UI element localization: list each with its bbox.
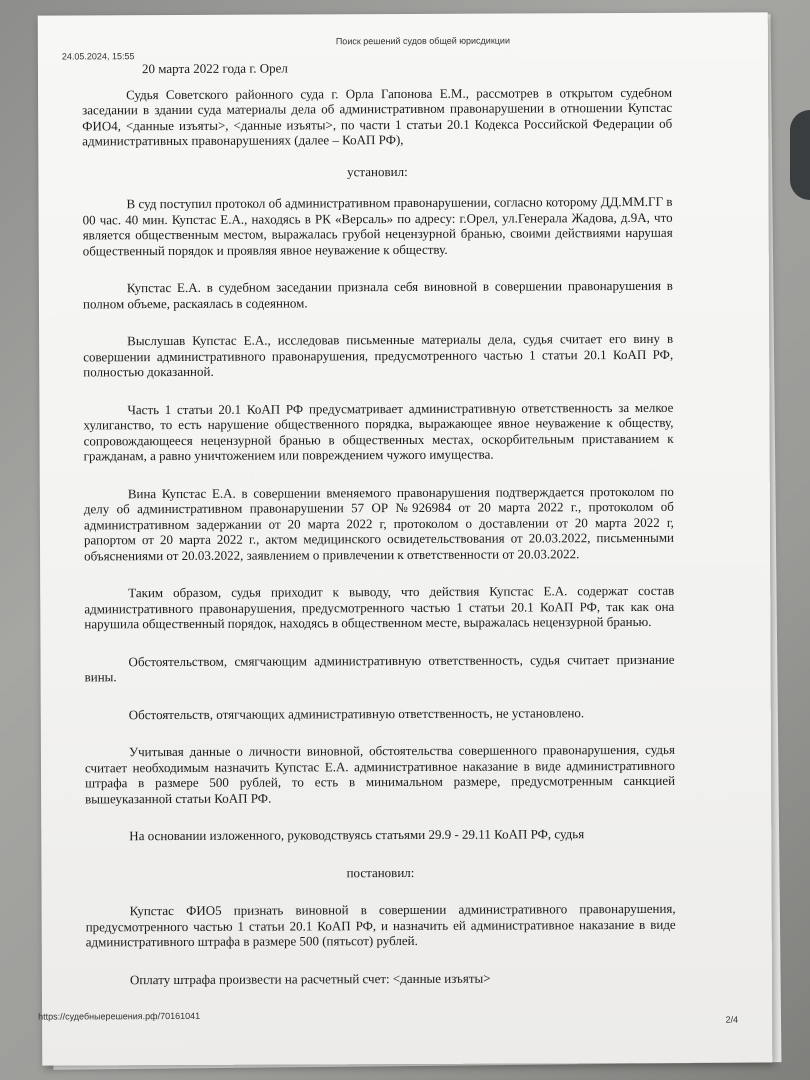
paragraph-10: На основании изложенного, руководствуясь статьями 29.9 - 29.11 КоАП РФ, судья bbox=[129, 826, 585, 844]
date-line: 20 марта 2022 года г. Орел bbox=[141, 60, 288, 77]
site-title: Поиск решений судов общей юрисдикции bbox=[335, 35, 511, 47]
paragraph-11: Купстас ФИО5 признать виновной в совершении административного правонарушения, предусмотренного частью 1 статьи 20.1 КоАП РФ, и назначить ей административное наказание в виде административного штрафа в размере 500 (пятьсот) рублей. bbox=[85, 900, 676, 950]
paragraph-4: Часть 1 статьи 20.1 КоАП РФ предусматривает административную ответственность за мелкое хулиганство, то есть нарушение общественного порядка, выражающее явное неуважение к обществу, сопровождающееся нецензурной бранью в общественных местах, оскорбительным приставанием к гражданам, а равно уничтожением или повреждением чужого имущества. bbox=[83, 399, 674, 464]
background-object bbox=[790, 110, 810, 200]
paragraph-6: Таким образом, судья приходит к выводу, что действия Купстас Е.А. содержат состав административного правонарушения, предусмотренного частью 1 статьи 20.1 КоАП РФ, так как она нарушила общественный порядок, находясь в общественном месте, выражалась нецензурной бранью. bbox=[84, 582, 675, 632]
paragraph-8: Обстоятельств, отягчающих административную ответственность, не установлено. bbox=[128, 704, 585, 722]
page-number: 2/4 bbox=[725, 1014, 739, 1025]
print-date: 24.05.2024, 15:55 bbox=[61, 51, 135, 62]
source-url: https://судебныерешения.рф/70161041 bbox=[38, 1010, 201, 1022]
document-page bbox=[38, 12, 773, 1065]
resolved-heading: постановил: bbox=[346, 864, 415, 880]
paragraph-1: В суд поступил протокол об административном правонарушении, согласно которому ДД.ММ.ГГ в 00 час. 40 мин. Купстас Е.А., находясь в РК «Версаль» по адресу: г.Орел, ул.Генерала Жадова, д.9А, что является общественным местом, выражалась грубой нецензурной бранью, своими действиями нарушая общественный порядок и проявляя явное неуважение к обществу. bbox=[82, 193, 673, 258]
paragraph-5: Вина Купстас Е.А. в совершении вменяемого правонарушения подтверждается протоколом по делу об административном правонарушении 57 ОР №926984 от 20 марта 2022 г., протоколом об административном задержании от 20 марта 2022 г, протоколом о доставлении от 20 марта 2022 г, рапортом от 20 марта 2022 г., актом медицинского освидетельствования от 20.03.2022, письменными объяснениями от 20.03.2022, заявлением о привлечении к ответственности от 20.03.2022. bbox=[83, 483, 675, 563]
paragraph-2: Купстас Е.А. в судебном заседании признала себя виновной в совершении правонарушения в полном объеме, раскаялась в содеянном. bbox=[82, 277, 673, 311]
established-heading: установил: bbox=[347, 163, 408, 179]
document-body bbox=[82, 59, 676, 988]
intro-paragraph: Судья Советского районного суда г. Орла Гапонова Е.М., рассмотрев в открытом судебном заседании в здании суда материалы дела об административном правонарушении в отношении Купстас ФИО4, <данные изъяты>, <данные изъяты>, по части 1 статьи 20.1 Кодекса Российской Федерации об административных правонарушениях (далее – КоАП РФ), bbox=[82, 84, 673, 149]
paragraph-12: Оплату штрафа произвести на расчетный счет: <данные изъяты> bbox=[129, 970, 491, 987]
paragraph-3: Выслушав Купстас Е.А., исследовав письменные материалы дела, судья считает его вину в совершении административного правонарушения, предусмотренного частью 1 статьи 20.1 КоАП РФ, полностью доказанной. bbox=[83, 330, 674, 380]
paragraph-7: Обстоятельством, смягчающим административную ответственность, судья считает признание вины. bbox=[84, 651, 675, 685]
paragraph-9: Учитывая данные о личности виновной, обстоятельства совершенного правонарушения, судья считает необходимым назначить Купстас Е.А. административное наказание в виде административного штрафа в размере 500 рублей, то есть в минимальном размере, предусмотренным санкцией вышеуказанной статьи КоАП РФ. bbox=[84, 741, 676, 806]
